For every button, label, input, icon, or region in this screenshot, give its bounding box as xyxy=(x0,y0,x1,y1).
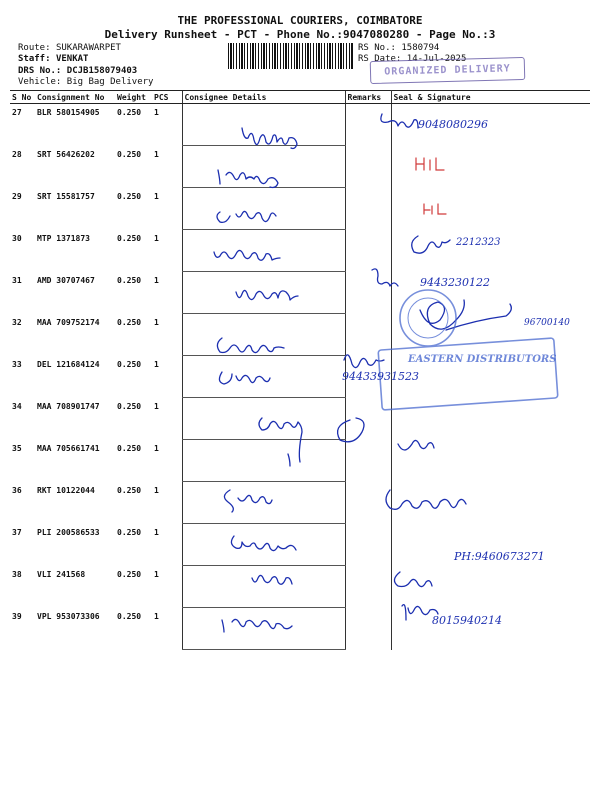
consignment-cell: DEL 121684124 xyxy=(37,359,100,369)
pcs-cell: 1 xyxy=(154,527,159,537)
signature-cell xyxy=(391,398,590,440)
handwritten-phone: 96700140 xyxy=(524,318,570,328)
remarks-cell xyxy=(345,440,391,482)
consignee-cell xyxy=(182,272,345,314)
table-row xyxy=(10,440,590,482)
sno-cell: 34 xyxy=(12,401,22,411)
sno-cell: 29 xyxy=(12,191,22,201)
rs-no-value: 1580794 xyxy=(401,43,440,53)
remarks-cell xyxy=(345,566,391,608)
consignee-cell xyxy=(182,440,345,482)
signature-cell xyxy=(391,104,590,146)
consignee-cell xyxy=(182,566,345,608)
vehicle-label: Vehicle: xyxy=(18,77,62,87)
pcs-cell: 1 xyxy=(154,149,159,159)
route-label: Route: xyxy=(18,43,51,53)
barcode xyxy=(228,43,353,69)
consignee-cell xyxy=(182,398,345,440)
sno-cell: 30 xyxy=(12,233,22,243)
pcs-cell: 1 xyxy=(154,191,159,201)
header-consignee: Consignee Details xyxy=(182,91,345,104)
signature-cell xyxy=(391,356,590,398)
rs-no-label: RS No.: xyxy=(358,43,396,53)
pcs-cell: 1 xyxy=(154,485,159,495)
sno-cell: 33 xyxy=(12,359,22,369)
table-row xyxy=(10,356,590,398)
route-value: SUKARAWARPET xyxy=(55,43,121,53)
staff-line xyxy=(18,54,88,64)
drs-line xyxy=(18,66,137,76)
remarks-cell xyxy=(345,104,391,146)
header-sno: S No xyxy=(10,91,35,104)
consignee-cell xyxy=(182,314,345,356)
table-row xyxy=(10,398,590,440)
pcs-cell: 1 xyxy=(154,611,159,621)
sno-cell: 28 xyxy=(12,149,22,159)
table-row xyxy=(10,272,590,314)
consignee-cell xyxy=(182,146,345,188)
consignment-cell: RKT 10122044 xyxy=(37,485,95,495)
remarks-cell xyxy=(345,608,391,650)
signature-cell xyxy=(391,314,590,356)
table-row xyxy=(10,146,590,188)
remarks-cell xyxy=(345,272,391,314)
signature-cell xyxy=(391,146,590,188)
pcs-cell: 1 xyxy=(154,359,159,369)
consignment-cell: MAA 708901747 xyxy=(37,401,100,411)
weight-cell: 0.250 xyxy=(117,359,142,369)
consignment-cell: AMD 30707467 xyxy=(37,275,95,285)
weight-cell: 0.250 xyxy=(117,233,142,243)
remarks-cell xyxy=(345,188,391,230)
route-line xyxy=(18,43,121,53)
header-pcs: PCS xyxy=(152,91,182,104)
consignment-cell: VPL 953073306 xyxy=(37,611,100,621)
weight-cell: 0.250 xyxy=(117,317,142,327)
handwritten-phone: 94433931523 xyxy=(342,370,419,383)
weight-cell: 0.250 xyxy=(117,275,142,285)
delivery-stamp: ORGANIZED DELIVERY xyxy=(370,57,526,84)
drs-value: DCJB158079403 xyxy=(66,66,138,76)
pcs-cell: 1 xyxy=(154,569,159,579)
consignment-cell: VLI 241568 xyxy=(37,569,86,579)
consignment-cell: MTP 1371873 xyxy=(37,233,90,243)
sno-cell: 31 xyxy=(12,275,22,285)
table-row xyxy=(10,104,590,146)
sno-cell: 39 xyxy=(12,611,22,621)
rs-no-line xyxy=(358,43,439,53)
table-row xyxy=(10,188,590,230)
consignee-cell xyxy=(182,356,345,398)
sno-cell: 38 xyxy=(12,569,22,579)
weight-cell: 0.250 xyxy=(117,401,142,411)
pcs-cell: 1 xyxy=(154,108,159,117)
distributor-stamp-text: EASTERN DISTRIBUTORS xyxy=(408,354,557,365)
staff-label: Staff: xyxy=(18,54,51,64)
table-row xyxy=(10,314,590,356)
consignment-cell: SRT 15581757 xyxy=(37,191,95,201)
pcs-cell: 1 xyxy=(154,233,159,243)
table-row xyxy=(10,608,590,650)
runsheet-table xyxy=(10,90,590,650)
rs-date-value: 14-Jul-2025 xyxy=(406,54,467,64)
pcs-cell: 1 xyxy=(154,275,159,285)
pcs-cell: 1 xyxy=(154,317,159,327)
pcs-cell: 1 xyxy=(154,443,159,453)
handwritten-phone: PH:9460673271 xyxy=(454,550,545,563)
runsheet-subtitle: Delivery Runsheet - PCT - Phone No.:9047080280 - Page No.:3 xyxy=(104,28,496,41)
consignment-cell: SRT 56426202 xyxy=(37,149,95,159)
table-row xyxy=(10,230,590,272)
consignee-cell xyxy=(182,482,345,524)
signature-cell xyxy=(391,608,590,650)
consignee-cell xyxy=(182,188,345,230)
remarks-cell xyxy=(345,146,391,188)
weight-cell: 0.250 xyxy=(117,108,142,117)
remarks-cell xyxy=(345,356,391,398)
consignment-cell: MAA 705661741 xyxy=(37,443,100,453)
sno-cell: 36 xyxy=(12,485,22,495)
consignee-cell xyxy=(182,230,345,272)
handwritten-phone: 2212323 xyxy=(456,237,501,248)
weight-cell: 0.250 xyxy=(117,191,142,201)
weight-cell: 0.250 xyxy=(117,611,142,621)
header-weight: Weight xyxy=(115,91,152,104)
table-header-row xyxy=(10,91,590,104)
drs-label: DRS No.: xyxy=(18,66,62,76)
header-seal: Seal & Signature xyxy=(391,91,590,104)
company-title: THE PROFESSIONAL COURIERS, COIMBATORE xyxy=(177,14,423,27)
header-consignment: Consignment No xyxy=(35,91,115,104)
weight-cell: 0.250 xyxy=(117,569,142,579)
consignment-cell: BLR 580154905 xyxy=(37,108,100,117)
weight-cell: 0.250 xyxy=(117,485,142,495)
header-remarks: Remarks xyxy=(345,91,391,104)
remarks-cell xyxy=(345,230,391,272)
signature-cell xyxy=(391,482,590,524)
consignment-cell: PLI 200586533 xyxy=(37,527,100,537)
signature-cell xyxy=(391,188,590,230)
consignee-cell xyxy=(182,608,345,650)
staff-value: VENKAT xyxy=(55,54,89,64)
weight-cell: 0.250 xyxy=(117,149,142,159)
table-row xyxy=(10,482,590,524)
handwritten-phone: 8015940214 xyxy=(432,614,502,627)
weight-cell: 0.250 xyxy=(117,443,142,453)
signature-cell xyxy=(391,440,590,482)
remarks-cell xyxy=(345,482,391,524)
consignment-cell: MAA 709752174 xyxy=(37,317,100,327)
table-row xyxy=(10,566,590,608)
consignee-cell xyxy=(182,104,345,146)
vehicle-line xyxy=(18,77,153,87)
table-row xyxy=(10,524,590,566)
sno-cell: 32 xyxy=(12,317,22,327)
sno-cell: 27 xyxy=(12,108,22,117)
remarks-cell xyxy=(345,314,391,356)
remarks-cell xyxy=(345,398,391,440)
signature-cell xyxy=(391,524,590,566)
sno-cell: 37 xyxy=(12,527,22,537)
signature-cell xyxy=(391,230,590,272)
sno-cell: 35 xyxy=(12,443,22,453)
remarks-cell xyxy=(345,524,391,566)
weight-cell: 0.250 xyxy=(117,527,142,537)
handwritten-phone: 9048080296 xyxy=(418,118,488,131)
vehicle-value: Big Bag Delivery xyxy=(66,77,154,87)
pcs-cell: 1 xyxy=(154,401,159,411)
signature-cell xyxy=(391,566,590,608)
rs-date-label: RS Date: xyxy=(358,54,402,64)
signature-cell xyxy=(391,272,590,314)
consignee-cell xyxy=(182,524,345,566)
handwritten-phone: 9443230122 xyxy=(420,276,490,289)
